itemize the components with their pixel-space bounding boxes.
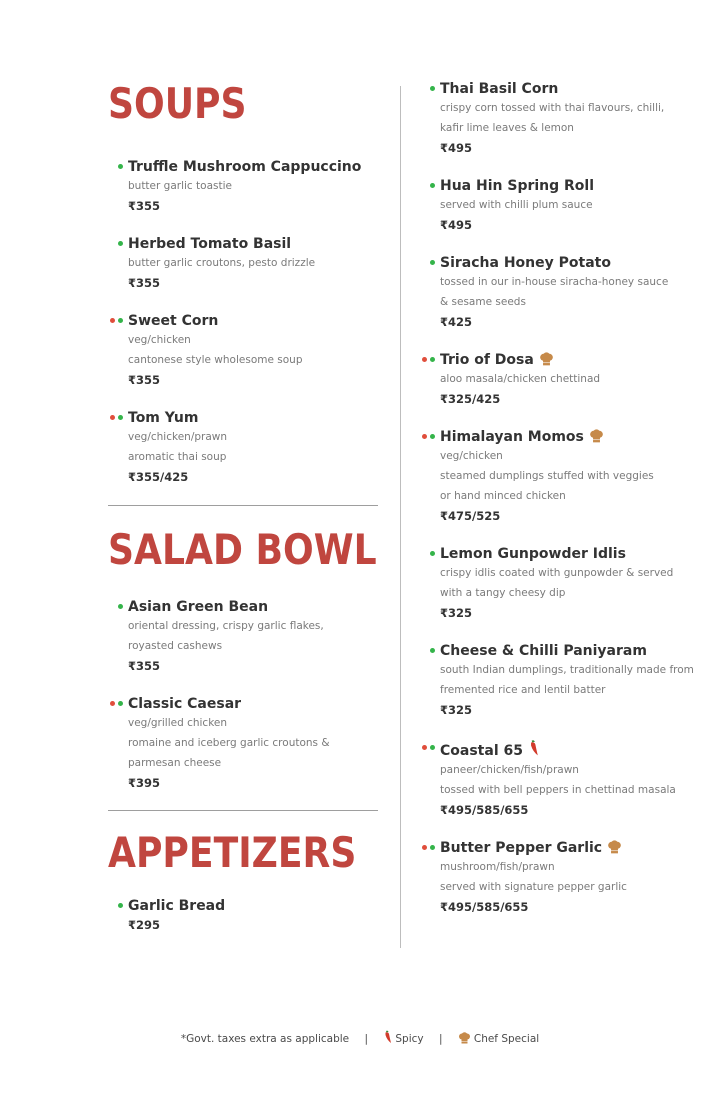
item-name: Asian Green Bean [128, 599, 269, 615]
nonveg-dot [110, 415, 115, 420]
item-name: Herbed Tomato Basil [128, 236, 292, 252]
diet-indicator [420, 434, 438, 442]
item-price: ₹495 [440, 218, 473, 232]
menu-item [108, 158, 380, 215]
nonveg-dot [422, 357, 427, 362]
nonveg-dot [422, 745, 427, 750]
item-description: or hand minced chicken [440, 490, 566, 502]
item-name: Garlic Bread [128, 898, 226, 914]
menu-item [420, 177, 710, 234]
item-name: Coastal 65 [440, 739, 710, 760]
menu-item [420, 545, 710, 622]
item-price: ₹475/525 [440, 509, 501, 523]
item-description: veg/chicken/prawn [128, 431, 228, 443]
menu-item [108, 409, 380, 486]
chilli-icon [528, 739, 539, 757]
chef-hat-icon [607, 840, 622, 854]
item-description: tossed in our in-house siracha-honey sauce [440, 276, 669, 288]
item-name: Hua Hin Spring Roll [440, 178, 595, 194]
nonveg-dot [422, 434, 427, 439]
right-column [420, 80, 710, 916]
diet-indicator [108, 903, 126, 911]
menu-item [420, 428, 710, 525]
diet-indicator [420, 260, 438, 268]
legend-spicy [383, 1033, 427, 1045]
item-description: south Indian dumplings, traditionally made from [440, 664, 694, 676]
item-description: butter garlic toastie [128, 180, 232, 192]
item-name: Truffle Mushroom Cappuccino [128, 159, 362, 175]
diet-indicator [420, 648, 438, 656]
item-description: fremented rice and lentil batter [440, 684, 606, 696]
veg-dot [430, 86, 435, 91]
item-price: ₹425 [440, 315, 473, 329]
diet-indicator [108, 415, 126, 423]
item-description: & sesame seeds [440, 296, 526, 308]
footer-legend [0, 1030, 720, 1045]
item-name: Siracha Honey Potato [440, 255, 611, 271]
menu-item [108, 235, 380, 292]
section-title-soups: SOUPS [108, 79, 247, 128]
menu-item [420, 80, 710, 157]
tax-note: *Govt. taxes extra as applicable [180, 1033, 350, 1045]
item-price: ₹355 [128, 199, 161, 213]
item-price: ₹325/425 [440, 392, 501, 406]
item-description: steamed dumplings stuffed with veggies [440, 470, 654, 482]
column-divider [400, 86, 401, 948]
diet-indicator [108, 604, 126, 612]
item-description: veg/grilled chicken [128, 717, 228, 729]
item-description: tossed with bell peppers in chettinad masala [440, 784, 676, 796]
item-price: ₹395 [128, 776, 161, 790]
veg-dot [118, 318, 123, 323]
item-name: Classic Caesar [128, 696, 242, 712]
item-description: mushroom/fish/prawn [440, 861, 555, 873]
item-description: served with signature pepper garlic [440, 881, 627, 893]
diet-indicator [420, 845, 438, 853]
item-price: ₹295 [128, 918, 161, 932]
item-name: Sweet Corn [128, 313, 219, 329]
item-description: with a tangy cheesy dip [440, 587, 566, 599]
chef-hat-icon [458, 1032, 471, 1044]
footer-separator: | [364, 1033, 369, 1045]
soups-list [108, 158, 380, 486]
legend-chef-label: Chef Special [473, 1033, 540, 1045]
diet-indicator [108, 701, 126, 709]
veg-dot [118, 604, 123, 609]
veg-dot [430, 551, 435, 556]
item-price: ₹355 [128, 276, 161, 290]
item-name: Himalayan Momos [440, 428, 710, 446]
menu-item [420, 642, 710, 719]
salad-list [108, 598, 380, 792]
chef-hat-icon [589, 429, 604, 443]
item-name: Trio of Dosa [440, 351, 710, 369]
diet-indicator [420, 86, 438, 94]
item-description: royasted cashews [128, 640, 223, 652]
item-description: crispy idlis coated with gunpowder & served [440, 567, 674, 579]
item-price: ₹495/585/655 [440, 900, 529, 914]
item-name: Tom Yum [128, 410, 199, 426]
item-price: ₹495 [440, 141, 473, 155]
menu-item [108, 897, 380, 934]
menu-item [108, 695, 380, 792]
menu-item [420, 839, 710, 916]
section-divider [108, 505, 378, 506]
appetizers-continued-list [420, 80, 710, 916]
item-name: Cheese & Chilli Paniyaram [440, 643, 647, 659]
item-name: Thai Basil Corn [440, 81, 559, 97]
diet-indicator [108, 164, 126, 172]
menu-item [420, 739, 710, 819]
diet-indicator [420, 357, 438, 365]
diet-indicator [420, 551, 438, 559]
item-description: kafir lime leaves & lemon [440, 122, 574, 134]
legend-chef-special [458, 1033, 539, 1045]
nonveg-dot [110, 318, 115, 323]
item-price: ₹495/585/655 [440, 803, 529, 817]
item-description: served with chilli plum sauce [440, 199, 593, 211]
legend-spicy-label: Spicy [395, 1033, 424, 1045]
item-description: parmesan cheese [128, 757, 222, 769]
item-description: aloo masala/chicken chettinad [440, 373, 601, 385]
item-price: ₹325 [440, 606, 473, 620]
diet-indicator [108, 318, 126, 326]
veg-dot [430, 260, 435, 265]
veg-dot [430, 845, 435, 850]
veg-dot [430, 357, 435, 362]
left-column [108, 80, 380, 934]
menu-item [108, 598, 380, 675]
section-title-appetizers: APPETIZERS [108, 828, 357, 877]
veg-dot [430, 648, 435, 653]
item-description: aromatic thai soup [128, 451, 227, 463]
item-description: veg/chicken [128, 334, 191, 346]
footer-separator: | [438, 1033, 443, 1045]
item-description: romaine and iceberg garlic croutons & [128, 737, 330, 749]
item-description: veg/chicken [440, 450, 503, 462]
item-description: paneer/chicken/fish/prawn [440, 764, 579, 776]
diet-indicator [420, 183, 438, 191]
chilli-icon [383, 1030, 392, 1044]
veg-dot [430, 434, 435, 439]
item-price: ₹355 [128, 659, 161, 673]
veg-dot [118, 415, 123, 420]
veg-dot [430, 183, 435, 188]
menu-item [108, 312, 380, 389]
item-name: Butter Pepper Garlic [440, 839, 710, 857]
veg-dot [118, 164, 123, 169]
item-name: Lemon Gunpowder Idlis [440, 546, 626, 562]
item-description: crispy corn tossed with thai flavours, chilli, [440, 102, 665, 114]
item-price: ₹355 [128, 373, 161, 387]
item-description: cantonese style wholesome soup [128, 354, 303, 366]
veg-dot [118, 241, 123, 246]
diet-indicator [420, 745, 438, 753]
section-title-salad-bowl: SALAD BOWL [108, 525, 377, 574]
veg-dot [118, 903, 123, 908]
appetizers-list [108, 897, 380, 934]
item-description: oriental dressing, crispy garlic flakes, [128, 620, 324, 632]
veg-dot [430, 745, 435, 750]
diet-indicator [108, 241, 126, 249]
item-price: ₹355/425 [128, 470, 189, 484]
nonveg-dot [110, 701, 115, 706]
menu-item [420, 351, 710, 408]
menu-item [420, 254, 710, 331]
veg-dot [118, 701, 123, 706]
item-description: butter garlic croutons, pesto drizzle [128, 257, 316, 269]
nonveg-dot [422, 845, 427, 850]
item-price: ₹325 [440, 703, 473, 717]
section-divider [108, 810, 378, 811]
chef-hat-icon [539, 352, 554, 366]
